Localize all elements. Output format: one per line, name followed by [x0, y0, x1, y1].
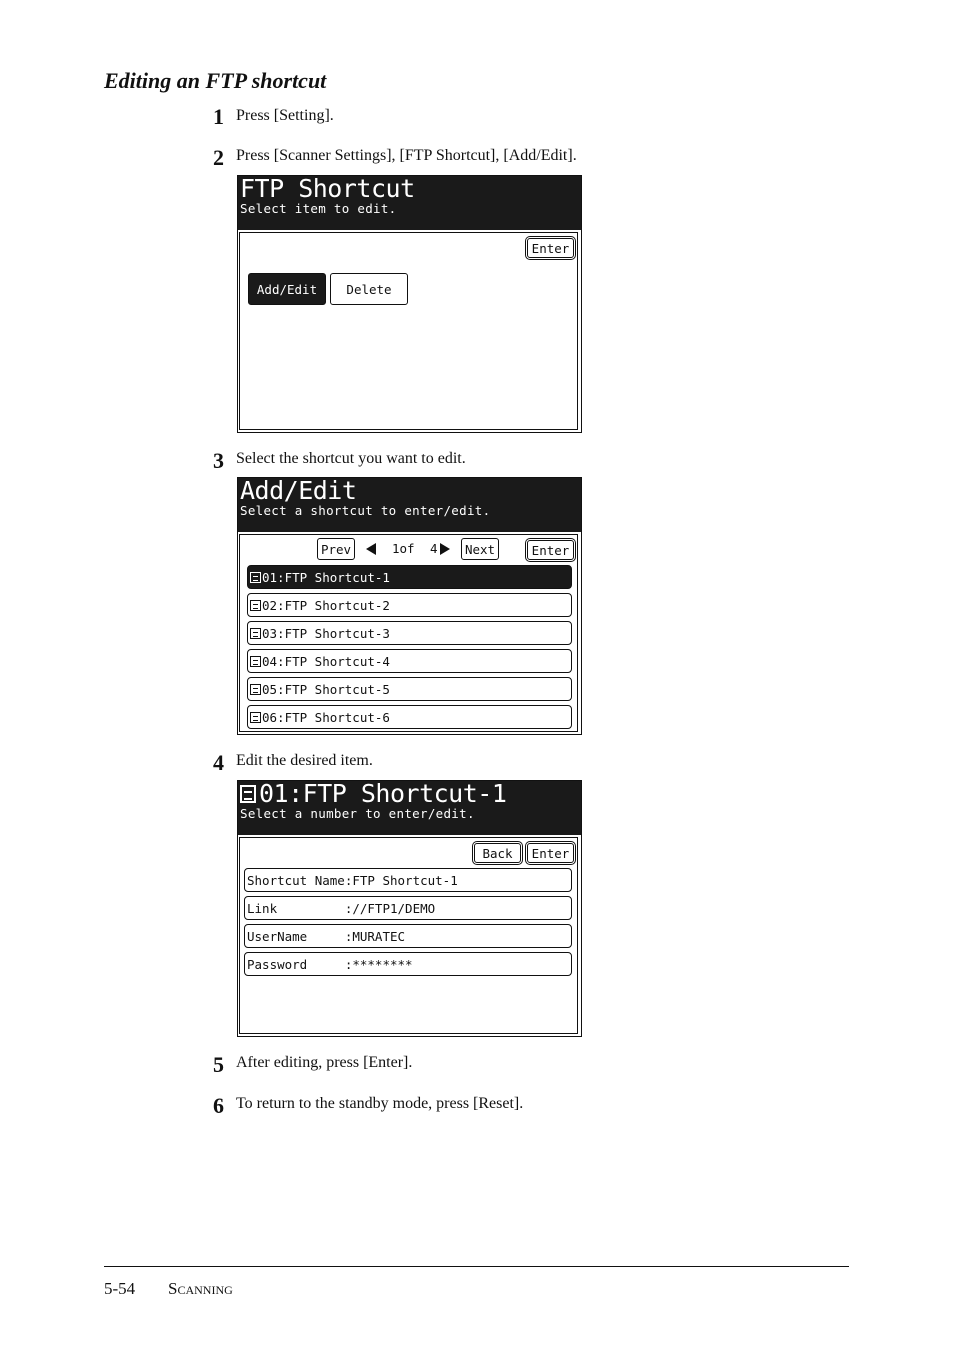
list-item-label: 05:FTP Shortcut-5: [262, 681, 390, 697]
enter-button[interactable]: Enter: [527, 238, 574, 258]
next-button[interactable]: Next: [461, 538, 499, 560]
page-number: 5-54: [104, 1279, 136, 1298]
step-text: Edit the desired item.: [236, 752, 373, 769]
step-text: Select the shortcut you want to edit.: [236, 450, 466, 467]
section-name: Scanning: [168, 1279, 233, 1298]
prev-button[interactable]: Prev: [317, 538, 355, 560]
add-edit-button[interactable]: Add/Edit: [248, 273, 326, 305]
screen-title: Add/Edit: [240, 476, 357, 505]
page-indicator-current: 1of: [392, 541, 415, 556]
enter-button[interactable]: Enter: [527, 540, 574, 560]
screen-title: FTP Shortcut: [240, 174, 415, 203]
section-title: Editing an FTP shortcut: [104, 68, 327, 93]
step-text: After editing, press [Enter].: [236, 1054, 413, 1071]
list-item-label: 01:FTP Shortcut-1: [262, 569, 390, 585]
lcd-screen-ftp-shortcut: [237, 175, 582, 433]
ftp-file-icon: [250, 628, 261, 639]
screen-subtitle: Select a number to enter/edit.: [240, 806, 475, 821]
screen-subtitle: Select a shortcut to enter/edit.: [240, 503, 491, 518]
next-arrow-icon[interactable]: [440, 543, 450, 555]
step-text: To return to the standby mode, press [Reset].: [236, 1095, 524, 1112]
prev-arrow-icon[interactable]: [366, 543, 376, 555]
ftp-file-icon: [240, 785, 256, 803]
lcd-header: [238, 176, 581, 230]
lcd-body: [239, 232, 578, 430]
lcd-screen-shortcut-detail: [237, 780, 582, 1037]
step-number: 2: [213, 145, 224, 170]
list-item[interactable]: [247, 593, 572, 617]
ftp-file-icon: [250, 684, 261, 695]
ftp-file-icon: [250, 572, 261, 583]
lcd-body: [239, 534, 578, 732]
back-button[interactable]: Back: [474, 843, 521, 863]
step-text: Press [Scanner Settings], [FTP Shortcut], [Add/Edit].: [236, 147, 577, 164]
list-item[interactable]: [247, 649, 572, 673]
password-field[interactable]: Password :********: [244, 952, 572, 976]
list-item-label: 03:FTP Shortcut-3: [262, 625, 390, 641]
username-field[interactable]: UserName :MURATEC: [244, 924, 572, 948]
list-item[interactable]: [247, 677, 572, 701]
step-number: 3: [213, 448, 224, 473]
lcd-body: [239, 837, 578, 1034]
lcd-screen-add-edit: [237, 477, 582, 735]
screen-title-wrap: [240, 779, 506, 808]
ftp-file-icon: [250, 712, 261, 723]
ftp-file-icon: [250, 656, 261, 667]
list-item-label: 06:FTP Shortcut-6: [262, 709, 390, 725]
footer-divider: [104, 1266, 849, 1267]
delete-button[interactable]: Delete: [330, 273, 408, 305]
screen-title: 01:FTP Shortcut-1: [259, 779, 507, 808]
ftp-file-icon: [250, 600, 261, 611]
lcd-header: [238, 478, 581, 532]
lcd-header: [238, 781, 581, 835]
step-number: 1: [213, 104, 224, 129]
list-item-label: 02:FTP Shortcut-2: [262, 597, 390, 613]
shortcut-name-field[interactable]: Shortcut Name:FTP Shortcut-1: [244, 868, 572, 892]
step-number: 5: [213, 1052, 224, 1077]
screen-subtitle: Select item to edit.: [240, 201, 397, 216]
step-number: 6: [213, 1093, 224, 1118]
list-item[interactable]: [247, 621, 572, 645]
step-number: 4: [213, 750, 224, 775]
list-item[interactable]: [247, 705, 572, 729]
list-item[interactable]: [247, 565, 572, 589]
link-field[interactable]: Link ://FTP1/DEMO: [244, 896, 572, 920]
step-text: Press [Setting].: [236, 107, 334, 124]
page-indicator-total: 4: [430, 541, 438, 556]
enter-button[interactable]: Enter: [527, 843, 574, 863]
list-item-label: 04:FTP Shortcut-4: [262, 653, 390, 669]
